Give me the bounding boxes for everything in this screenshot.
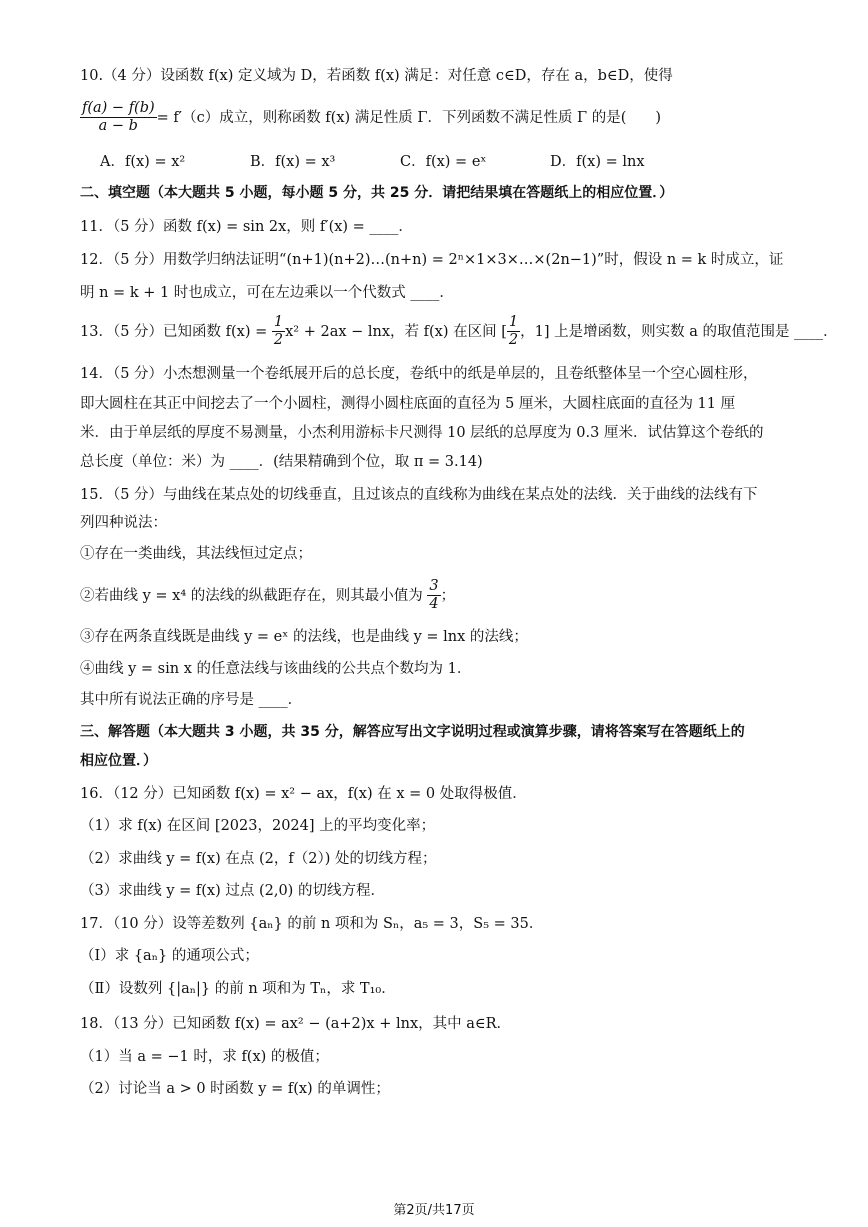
q10-frac-num: f(a) − f(b)	[80, 100, 157, 118]
q10-choice-c: C．f(x) = eˣ	[400, 154, 487, 170]
q16-part1: （1）求 f(x) 在区间 [2023，2024] 上的平均变化率；	[80, 818, 436, 834]
q10-line2-text: = f′（c）成立，则称函数 f(x) 满足性质 Γ．下列函数不满足性质 Γ 的是( )	[156, 109, 662, 126]
q15-statement3: ③存在两条直线既是曲线 y = eˣ 的法线，也是曲线 y = lnx 的法线；	[80, 629, 528, 645]
q15-line2: 列四种说法：	[80, 515, 167, 531]
q12-line2: 明 n = k + 1 时也成立，可在左边乘以一个代数式 ____．	[80, 285, 454, 301]
q13-part2: x² + 2ax − lnx，若 f(x) 在区间 [	[285, 323, 507, 340]
q11: 11．（5 分）函数 f(x) = sin 2x，则 f′(x) = ____．	[80, 219, 413, 235]
q15-line1: 15．（5 分）与曲线在某点处的切线垂直，且过该点的直线称为曲线在某点处的法线．关于曲线的法线有下	[80, 487, 758, 503]
q13-frac2	[507, 314, 520, 350]
q13-frac2-num: 1	[507, 314, 520, 332]
q15-statement4: ④曲线 y = sin x 的任意法线与该曲线的公共点个数均为 1．	[80, 661, 472, 677]
q15-s2-end: ；	[440, 587, 456, 604]
q18-part1: （1）当 a = −1 时，求 f(x) 的极值；	[80, 1049, 329, 1065]
section2-heading: 二、填空题（本大题共 5 小题，每小题 5 分，共 25 分．请把结果填在答题纸上的相应位置．）	[80, 185, 674, 201]
q14-line3: 米．由于单层纸的厚度不易测量，小杰利用游标卡尺测得 10 层纸的总厚度为 0.3 厘米．试估算这个卷纸的	[80, 425, 764, 441]
q18-stem: 18．（13 分）已知函数 f(x) = ax² − (a+2)x + lnx，其中 a∈R．	[80, 1016, 512, 1032]
q17-part2: （Ⅱ）设数列 {|aₙ|} 的前 n 项和为 Tₙ，求 T₁₀．	[80, 981, 396, 997]
q17-part1: （Ⅰ）求 {aₙ} 的通项公式；	[80, 948, 259, 964]
q10-choice-a: A．f(x) = x²	[100, 154, 186, 170]
q15-statement2	[80, 578, 798, 614]
q13-part3: ，1] 上是增函数，则实数 a 的取值范围是 ____．	[520, 323, 838, 340]
q10-choice-d: D．f(x) = lnx	[550, 154, 645, 170]
q14-line1: 14．（5 分）小杰想测量一个卷纸展开后的总长度，卷纸中的纸是单层的，且卷纸整体呈一个空心圆柱形，	[80, 366, 758, 382]
q15-s2-frac-num: 3	[427, 578, 440, 596]
q10-line1: 10.（4 分）设函数 f(x) 定义域为 D，若函数 f(x) 满足：对任意 c∈D，存在 a，b∈D，使得	[80, 68, 673, 84]
page-number: 第2页/共17页	[393, 1203, 475, 1218]
q14-line4: 总长度（单位：米）为 ____．(结果精确到个位，取 π = 3.14)	[80, 454, 483, 470]
q10-line2	[80, 100, 798, 136]
q10-choice-b: B．f(x) = x³	[250, 154, 336, 170]
q13-frac2-den: 2	[508, 332, 519, 349]
q13	[80, 314, 838, 350]
q15-ask: 其中所有说法正确的序号是 ____．	[80, 692, 303, 708]
q14-line2: 即大圆柱在其正中间挖去了一个小圆柱，测得小圆柱底面的直径为 5 厘米，大圆柱底面的直径为 11 厘	[80, 396, 736, 412]
q16-stem: 16．（12 分）已知函数 f(x) = x² − ax，f(x) 在 x = 0 处取得极值．	[80, 786, 527, 802]
q16-part3: （3）求曲线 y = f(x) 过点 (2,0) 的切线方程．	[80, 883, 385, 899]
q10-choices	[100, 154, 798, 171]
q15-s2-frac-den: 4	[429, 596, 439, 613]
q15-statement1: ①存在一类曲线，其法线恒过定点；	[80, 546, 312, 562]
q13-part1: 13．（5 分）已知函数 f(x) =	[80, 323, 268, 340]
section3-heading-line2: 相应位置．）	[80, 753, 157, 769]
q13-frac1	[272, 314, 285, 350]
q17-stem: 17．（10 分）设等差数列 {aₙ} 的前 n 项和为 Sₙ，a₅ = 3，S₅ = 35．	[80, 916, 544, 932]
q18-part2: （2）讨论当 a > 0 时函数 y = f(x) 的单调性；	[80, 1081, 390, 1097]
q15-s2-text: ②若曲线 y = x⁴ 的法线的纵截距存在，则其最小值为	[80, 587, 423, 604]
q16-part2: （2）求曲线 y = f(x) 在点 (2，f（2）) 处的切线方程；	[80, 851, 437, 867]
q12-line1: 12．（5 分）用数学归纳法证明“(n+1)(n+2)…(n+n) = 2ⁿ×1×3×…×(2n−1)”时，假设 n = k 时成立，证	[80, 252, 784, 268]
q10-frac-den: a − b	[98, 118, 138, 135]
section3-heading-line1: 三、解答题（本大题共 3 小题，共 35 分，解答应写出文字说明过程或演算步骤，请将答案写在答题纸上的	[80, 724, 745, 740]
q15-s2-frac	[427, 578, 440, 614]
q13-frac1-num: 1	[272, 314, 285, 332]
q13-frac1-den: 2	[273, 332, 284, 349]
q10-fraction	[80, 100, 157, 136]
